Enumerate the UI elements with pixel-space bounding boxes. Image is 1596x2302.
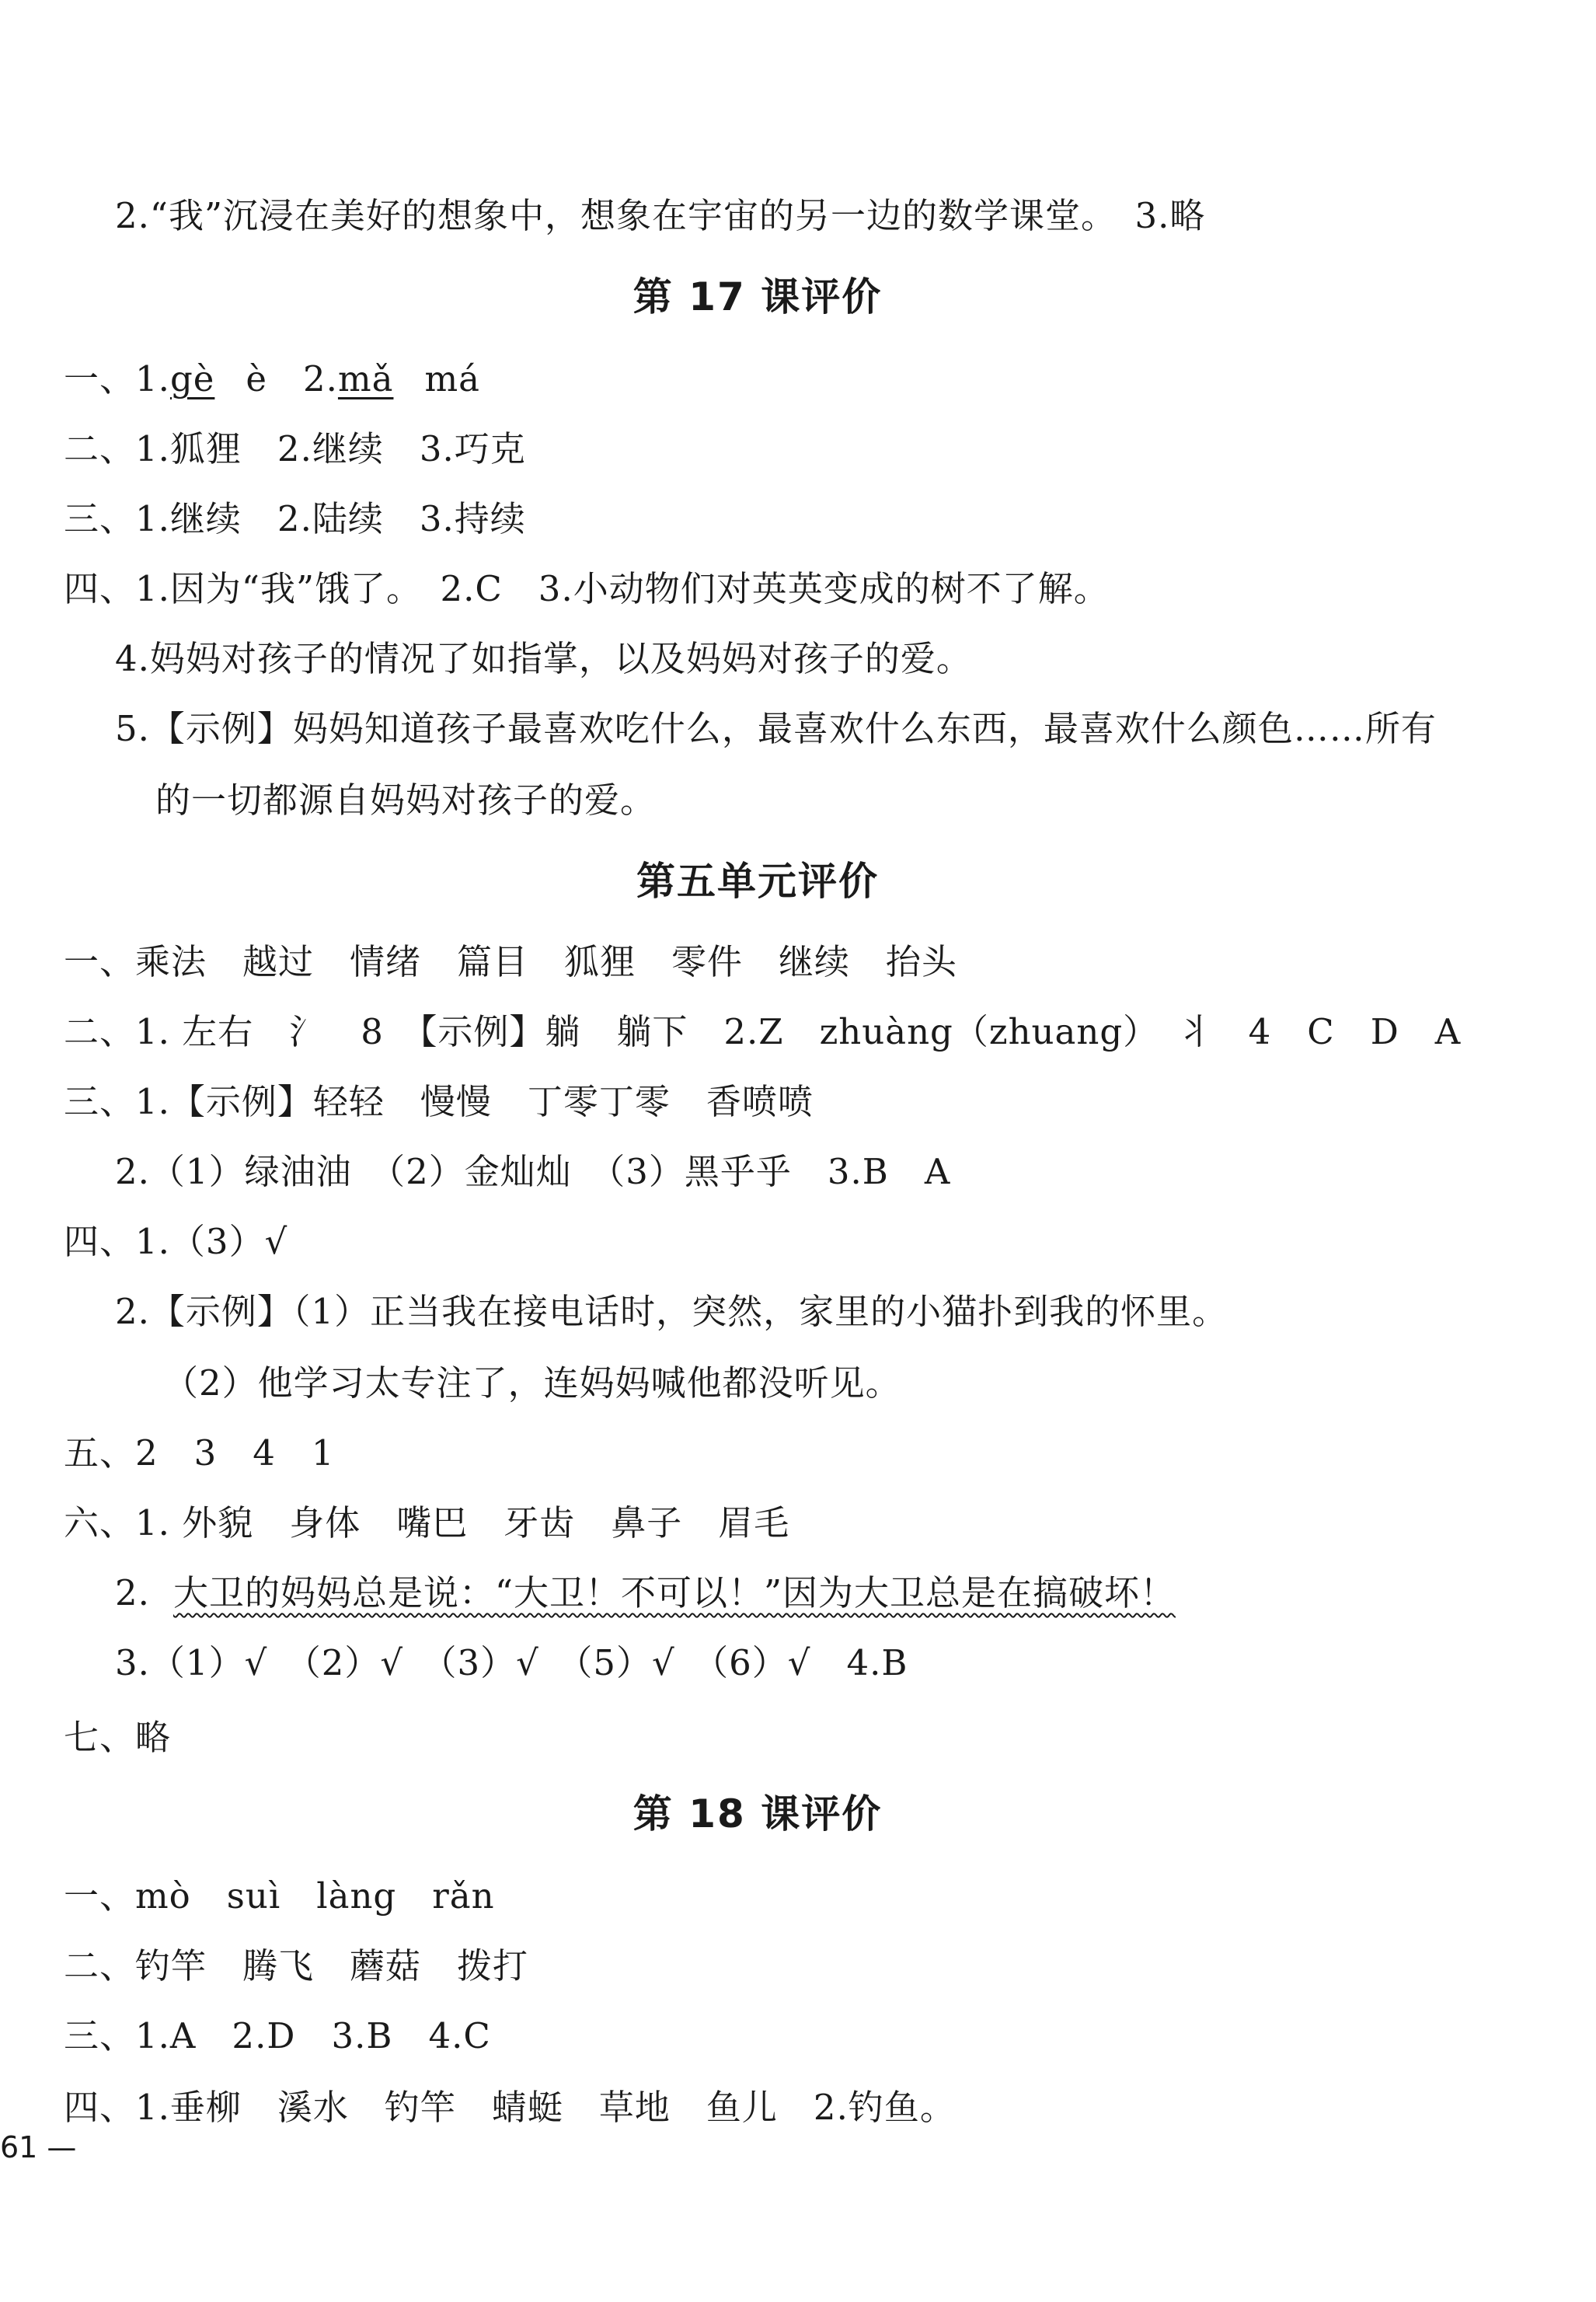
answer-line: 3.（1）√ （2）√ （3）√ （5）√ （6）√ 4.B <box>115 1642 908 1683</box>
section-heading-lesson-18: 第 18 课评价 <box>632 1791 883 1836</box>
section-heading-unit-5: 第五单元评价 <box>636 859 879 904</box>
answer-line: 三、1.A 2.D 3.B 4.C <box>64 2015 491 2056</box>
answer-line: 四、1.（3）√ <box>64 1221 288 1262</box>
answer-line: 一、乘法 越过 情绪 篇目 狐狸 零件 继续 抬头 <box>64 941 958 982</box>
answer-line <box>64 356 480 403</box>
answer-line: 2.“我”沉浸在美好的想象中，想象在宇宙的另一边的数学课堂。 3.略 <box>115 195 1206 236</box>
answer-line: （2）他学习太专注了，连妈妈喊他都没听见。 <box>163 1362 901 1404</box>
answer-line: 七、略 <box>64 1717 172 1758</box>
answer-line: 六、1. 外貌 身体 嘴巴 牙齿 鼻子 眉毛 <box>64 1502 790 1543</box>
underlined-pinyin: mǎ <box>337 358 394 399</box>
answer-line: 二、1.狐狸 2.继续 3.巧克 <box>64 428 526 469</box>
answer-text: 一、1. <box>64 358 170 399</box>
answer-line: 5.【示例】妈妈知道孩子最喜欢吃什么，最喜欢什么东西，最喜欢什么颜色……所有 <box>115 708 1437 749</box>
answer-line: 2.【示例】（1）正当我在接电话时，突然，家里的小猫扑到我的怀里。 <box>115 1291 1228 1332</box>
answer-text: è 2. <box>246 358 338 399</box>
answer-line: 四、1.因为“我”饿了。 2.C 3.小动物们对英英变成的树不了解。 <box>64 568 1110 609</box>
wavy-underlined-sentence: 大卫的妈妈总是说：“大卫！不可以！”因为大卫总是在搞破坏！ <box>172 1572 1176 1613</box>
section-heading-lesson-17: 第 17 课评价 <box>632 274 883 319</box>
answer-line: 三、1.继续 2.陆续 3.持续 <box>64 498 526 539</box>
answer-line: 五、2 3 4 1 <box>64 1432 335 1474</box>
underlined-pinyin: gè <box>169 358 215 399</box>
answer-line: 四、1.垂柳 溪水 钓竿 蜻蜓 草地 鱼儿 2.钓鱼。 <box>64 2087 956 2128</box>
answer-line: 4.妈妈对孩子的情况了如指掌，以及妈妈对孩子的爱。 <box>115 638 972 679</box>
page-number: 61 — <box>0 2130 77 2164</box>
answer-line: 2.（1）绿油油 （2）金灿灿 （3）黑乎乎 3.B A <box>115 1151 951 1192</box>
answer-line <box>115 1570 1176 1617</box>
answer-line: 一、mò suì làng rǎn <box>64 1875 495 1917</box>
answer-text: 2. <box>115 1572 150 1613</box>
answer-line: 二、钓竿 腾飞 蘑菇 拨打 <box>64 1945 529 1986</box>
answer-line: 的一切都源自妈妈对孩子的爱。 <box>155 780 657 821</box>
answer-line: 三、1.【示例】轻轻 慢慢 丁零丁零 香喷喷 <box>64 1081 814 1122</box>
answer-line: 二、1. 左右 氵 8 【示例】躺 躺下 2.Z zhuàng（zhuang） 丬 4 C D A <box>64 1011 1462 1052</box>
answer-text: má <box>424 358 480 399</box>
